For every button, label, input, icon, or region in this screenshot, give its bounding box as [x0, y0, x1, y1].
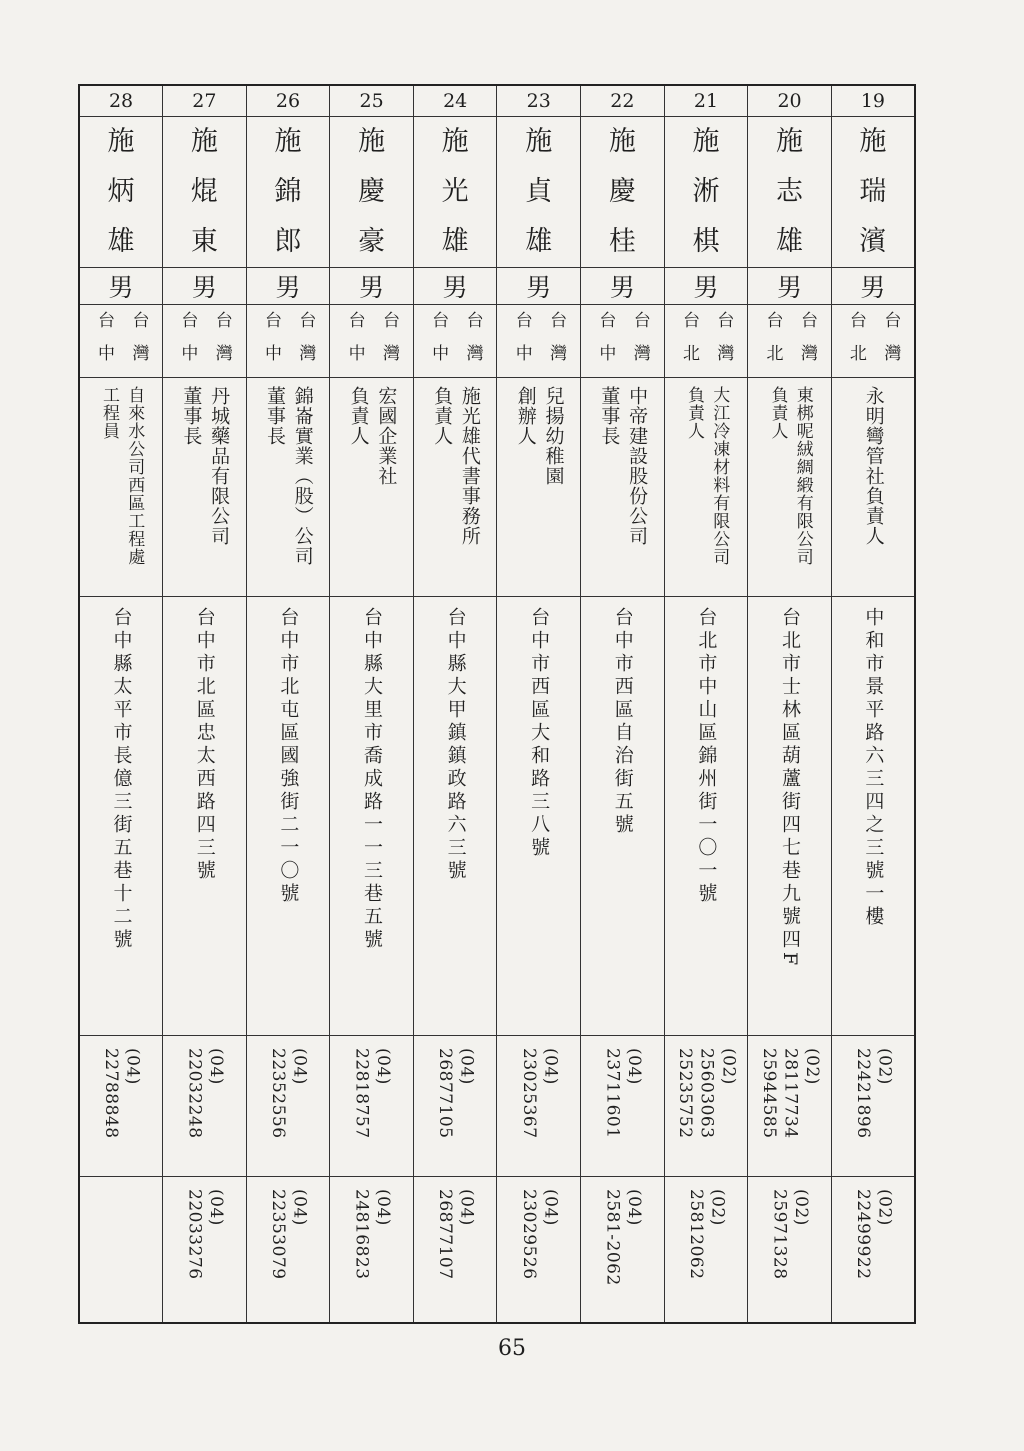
member-title-cell [664, 378, 748, 597]
phone-number: (04) [623, 1048, 644, 1085]
member-name-cell [163, 117, 247, 268]
origin-text: 台中 [428, 311, 449, 377]
phone-number: 25812062 [685, 1189, 706, 1280]
origin-text: 台中 [511, 311, 532, 377]
member-title-cell [413, 378, 497, 597]
member-phone-cell [581, 1036, 665, 1177]
member-fax-cell [330, 1177, 414, 1324]
member-number-cell: 24 [413, 85, 497, 117]
origin-text: 台中 [344, 311, 365, 377]
phone-number: (04) [623, 1189, 644, 1226]
member-number-cell: 23 [497, 85, 581, 117]
phone-number: 22033276 [184, 1189, 205, 1280]
member-sex-cell: 男 [79, 268, 163, 305]
member-fax-cell [581, 1177, 665, 1324]
member-title-cell [831, 378, 915, 597]
phone-number: 23029526 [518, 1189, 539, 1280]
member-name-cell [497, 117, 581, 268]
phone-lines [748, 1189, 831, 1280]
member-address-cell [831, 597, 915, 1036]
origin-text: 台灣 [796, 311, 817, 377]
phone-lines [748, 1048, 831, 1139]
address-text: 台中市北屯區國強街二一〇號 [277, 607, 300, 906]
title-text: 創辦人 [514, 386, 537, 446]
member-address-cell [79, 597, 163, 1036]
phone-lines [414, 1048, 497, 1139]
phone-number: 22353079 [267, 1189, 288, 1280]
name-character: 施 [776, 126, 804, 157]
address-text: 台中市西區大和路三八號 [528, 607, 551, 860]
title-text: 董事長 [263, 386, 286, 446]
phone-number: (02) [874, 1048, 895, 1085]
member-phone-cell [79, 1036, 163, 1177]
phone-number: (04) [205, 1189, 226, 1226]
phone-number: 22499922 [852, 1189, 873, 1280]
title-text: 工程員 [99, 386, 120, 440]
member-origin-cell [831, 305, 915, 378]
title-lines [497, 386, 580, 486]
phone-lines [665, 1189, 748, 1280]
member-phone-cell [413, 1036, 497, 1177]
phone-lines [497, 1189, 580, 1280]
member-sex-cell: 男 [664, 268, 748, 305]
member-address-cell [246, 597, 330, 1036]
phone-lines [330, 1048, 413, 1139]
member-tel1-row [79, 1036, 915, 1177]
address-text: 台北市士林區葫蘆街四七巷九號四F [778, 607, 801, 970]
member-name-cell [831, 117, 915, 268]
member-title-cell [79, 378, 163, 597]
name-character: 棋 [692, 226, 720, 257]
name-character: 貞 [525, 176, 553, 207]
member-address-cell [163, 597, 247, 1036]
member-phone-cell [330, 1036, 414, 1177]
member-tel2-row [79, 1177, 915, 1324]
member-address-cell [330, 597, 414, 1036]
phone-lines [832, 1048, 914, 1139]
member-origin-cell [497, 305, 581, 378]
phone-lines [497, 1048, 580, 1139]
member-fax-cell [497, 1177, 581, 1324]
phone-number: 22818757 [351, 1048, 372, 1139]
phone-number: (04) [456, 1189, 477, 1226]
origin-text: 台北 [678, 311, 699, 377]
title-text: 錦崙實業（股）公司 [291, 386, 314, 566]
origin-text: 台北 [845, 311, 866, 377]
phone-number: 22421896 [852, 1048, 873, 1139]
title-text: 東梆呢絨綢緞有限公司 [792, 386, 813, 566]
member-number-cell: 20 [748, 85, 832, 117]
member-sex-cell: 男 [497, 268, 581, 305]
member-number-cell: 19 [831, 85, 915, 117]
name-character: 施 [107, 126, 135, 157]
phone-number: 2581-2062 [602, 1189, 623, 1286]
title-lines [414, 386, 497, 546]
member-name-cell [413, 117, 497, 268]
phone-number: (04) [540, 1189, 561, 1226]
origin-lines [497, 311, 580, 377]
member-name-cell [664, 117, 748, 268]
title-text: 施光雄代書事務所 [458, 386, 481, 546]
title-lines [665, 386, 748, 566]
name-character: 雄 [107, 226, 135, 257]
phone-number: 22352556 [267, 1048, 288, 1139]
name-character: 志 [776, 176, 804, 207]
title-text: 負責人 [347, 386, 370, 446]
member-title-cell [497, 378, 581, 597]
member-name-cell [246, 117, 330, 268]
title-lines [163, 386, 246, 546]
name-character: 施 [525, 126, 553, 157]
title-text: 自來水公司西區工程處 [124, 386, 145, 566]
member-origin-cell [413, 305, 497, 378]
member-name-cell [748, 117, 832, 268]
phone-number: 24816823 [351, 1189, 372, 1280]
address-text: 台中縣太平市長億三街五巷十二號 [110, 607, 133, 952]
member-sex-row [79, 268, 915, 305]
member-name-cell [581, 117, 665, 268]
member-phone-cell [163, 1036, 247, 1177]
title-text: 負責人 [767, 386, 788, 440]
member-number-cell: 28 [79, 85, 163, 117]
title-lines [80, 386, 162, 566]
member-address-cell [497, 597, 581, 1036]
member-address-cell [748, 597, 832, 1036]
member-origin-cell [581, 305, 665, 378]
phone-number: 25944585 [758, 1048, 779, 1139]
origin-lines [748, 311, 831, 377]
member-roster-table [78, 84, 916, 1324]
phone-number: (04) [540, 1048, 561, 1085]
member-address-row [79, 597, 915, 1036]
origin-text: 台灣 [629, 311, 650, 377]
phone-number: 25971328 [769, 1189, 790, 1280]
address-text: 台中市西區自治街五號 [611, 607, 634, 837]
title-text: 中帝建設股份公司 [626, 386, 649, 546]
name-character: 焜 [190, 176, 218, 207]
phone-number: 23711601 [602, 1048, 623, 1139]
phone-lines [414, 1189, 497, 1280]
member-origin-cell [748, 305, 832, 378]
origin-lines [581, 311, 664, 377]
member-title-cell [581, 378, 665, 597]
title-lines [247, 386, 330, 566]
phone-lines [163, 1189, 246, 1280]
phone-number: (04) [122, 1048, 143, 1085]
member-origin-cell [79, 305, 163, 378]
phone-lines [665, 1048, 748, 1139]
phone-number: (02) [791, 1189, 812, 1226]
member-origin-cell [163, 305, 247, 378]
name-character: 炳 [107, 176, 135, 207]
phone-number: 26877107 [435, 1189, 456, 1280]
phone-lines [163, 1048, 246, 1139]
phone-number: 25235752 [675, 1048, 696, 1139]
phone-number: (02) [707, 1189, 728, 1226]
member-address-cell [581, 597, 665, 1036]
origin-lines [665, 311, 748, 377]
member-fax-cell [831, 1177, 915, 1324]
member-origin-cell [330, 305, 414, 378]
member-fax-cell [664, 1177, 748, 1324]
origin-lines [247, 311, 330, 377]
phone-number: (04) [289, 1048, 310, 1085]
origin-text: 台灣 [713, 311, 734, 377]
origin-text: 台北 [762, 311, 783, 377]
member-title-cell [246, 378, 330, 597]
phone-number: 23025367 [518, 1048, 539, 1139]
name-character: 錦 [274, 176, 302, 207]
phone-number: (02) [718, 1048, 739, 1085]
title-text: 負責人 [683, 386, 704, 440]
phone-lines [581, 1189, 664, 1286]
member-phone-cell [748, 1036, 832, 1177]
member-fax-cell [163, 1177, 247, 1324]
title-text: 永明彎管社負責人 [862, 386, 885, 546]
name-character: 施 [608, 126, 636, 157]
phone-number: (04) [373, 1189, 394, 1226]
origin-text: 台灣 [462, 311, 483, 377]
origin-text: 台灣 [128, 311, 149, 377]
origin-lines [80, 311, 162, 377]
member-title-cell [748, 378, 832, 597]
name-character: 雄 [441, 226, 469, 257]
member-title-cell [163, 378, 247, 597]
phone-number: (04) [456, 1048, 477, 1085]
address-text: 台中市北區忠太西路四三號 [193, 607, 216, 883]
origin-lines [832, 311, 914, 377]
member-title-cell [330, 378, 414, 597]
origin-text: 台灣 [295, 311, 316, 377]
name-character: 瑞 [859, 176, 887, 207]
address-text: 台中縣大甲鎮鎮政路六三號 [444, 607, 467, 883]
member-sex-cell: 男 [413, 268, 497, 305]
address-text: 台北市中山區錦州街一〇一號 [695, 607, 718, 906]
name-character: 施 [692, 126, 720, 157]
name-character: 光 [441, 176, 469, 207]
title-lines [832, 386, 914, 546]
origin-text: 台灣 [546, 311, 567, 377]
member-sex-cell: 男 [581, 268, 665, 305]
name-character: 雄 [525, 226, 553, 257]
page-number: 65 [498, 1336, 526, 1361]
name-character: 郎 [274, 226, 302, 257]
phone-number: 22032248 [184, 1048, 205, 1139]
name-character: 雄 [776, 226, 804, 257]
phone-number: (02) [874, 1189, 895, 1226]
phone-lines [247, 1189, 330, 1280]
name-character: 施 [441, 126, 469, 157]
origin-lines [163, 311, 246, 377]
origin-text: 台中 [260, 311, 281, 377]
member-sex-cell: 男 [748, 268, 832, 305]
member-number-cell: 26 [246, 85, 330, 117]
member-number-cell: 21 [664, 85, 748, 117]
origin-lines [414, 311, 497, 377]
phone-lines [832, 1189, 914, 1280]
title-text: 丹城藥品有限公司 [208, 386, 231, 546]
member-fax-cell [79, 1177, 163, 1324]
origin-text: 台中 [94, 311, 115, 377]
member-number-cell: 27 [163, 85, 247, 117]
phone-lines [330, 1189, 413, 1280]
phone-number: 25603063 [696, 1048, 717, 1139]
member-phone-cell [246, 1036, 330, 1177]
title-text: 大江冷凍材料有限公司 [709, 386, 730, 566]
member-number-row [79, 85, 915, 117]
name-character: 施 [274, 126, 302, 157]
origin-text: 台灣 [378, 311, 399, 377]
member-fax-cell [748, 1177, 832, 1324]
name-character: 施 [859, 126, 887, 157]
member-sex-cell: 男 [246, 268, 330, 305]
member-sex-cell: 男 [831, 268, 915, 305]
address-text: 中和市景平路六三四之三號一樓 [862, 607, 885, 929]
title-text: 兒揚幼稚園 [542, 386, 565, 486]
member-title-row [79, 378, 915, 597]
name-character: 豪 [358, 226, 386, 257]
member-origin-cell [246, 305, 330, 378]
phone-number: 26877105 [435, 1048, 456, 1139]
member-address-cell [664, 597, 748, 1036]
member-number-cell: 25 [330, 85, 414, 117]
title-text: 負責人 [431, 386, 454, 446]
name-character: 東 [190, 226, 218, 257]
title-text: 董事長 [598, 386, 621, 446]
phone-lines [247, 1048, 330, 1139]
member-fax-cell [246, 1177, 330, 1324]
phone-number: (04) [205, 1048, 226, 1085]
member-phone-cell [497, 1036, 581, 1177]
member-sex-cell: 男 [330, 268, 414, 305]
member-name-cell [330, 117, 414, 268]
phone-number: (04) [373, 1048, 394, 1085]
name-character: 淅 [692, 176, 720, 207]
name-character: 施 [190, 126, 218, 157]
title-text: 董事長 [180, 386, 203, 446]
member-origin-row [79, 305, 915, 378]
phone-number: (04) [289, 1189, 310, 1226]
member-fax-cell [413, 1177, 497, 1324]
phone-number: 22788848 [101, 1048, 122, 1139]
member-address-cell [413, 597, 497, 1036]
phone-number: (02) [801, 1048, 822, 1085]
title-lines [330, 386, 413, 486]
phone-lines [581, 1048, 664, 1139]
title-text: 宏國企業社 [375, 386, 398, 486]
name-character: 桂 [608, 226, 636, 257]
member-origin-cell [664, 305, 748, 378]
address-text: 台中縣大里市喬成路一一三巷五號 [360, 607, 383, 952]
origin-text: 台灣 [211, 311, 232, 377]
member-name-cell [79, 117, 163, 268]
name-character: 施 [358, 126, 386, 157]
member-sex-cell: 男 [163, 268, 247, 305]
member-name-row [79, 117, 915, 268]
phone-number: 28117734 [780, 1048, 801, 1139]
name-character: 慶 [358, 176, 386, 207]
member-phone-cell [831, 1036, 915, 1177]
name-character: 濱 [859, 226, 887, 257]
origin-text: 台中 [595, 311, 616, 377]
name-character: 慶 [608, 176, 636, 207]
member-number-cell: 22 [581, 85, 665, 117]
origin-text: 台中 [177, 311, 198, 377]
title-lines [748, 386, 831, 566]
title-lines [581, 386, 664, 546]
origin-lines [330, 311, 413, 377]
origin-text: 台灣 [880, 311, 901, 377]
member-phone-cell [664, 1036, 748, 1177]
phone-lines [80, 1048, 162, 1139]
